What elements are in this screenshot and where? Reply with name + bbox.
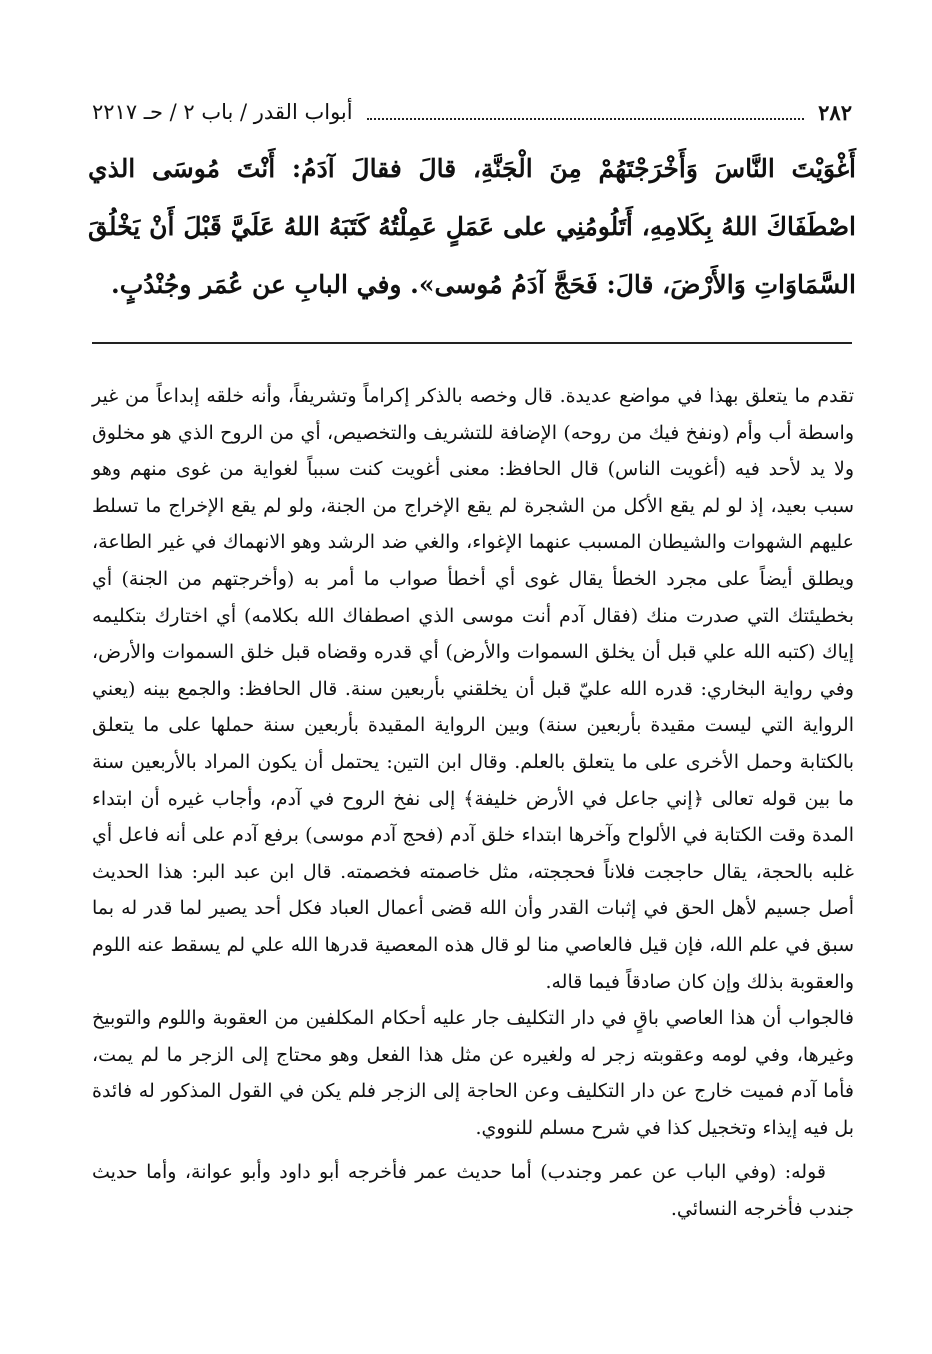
commentary-block — [92, 378, 854, 1228]
chapter-reference: أبواب القدر / باب ٢ / حـ ٢٢١٧ — [92, 100, 353, 124]
commentary-paragraph-2: فالجواب أن هذا العاصي باقٍ في دار التكليف جار عليه أحكام المكلفين من العقوبة واللوم والتوبيخ وغيرها، وفي لومه وعقوبته زجر له ولغيره عن مثل هذا الفعل وهو محتاج إلى الزجر ما لم يمت، فأما آدم فميت خارج عن دار التكليف وعن الحاجة إلى الزجر فلم يكن في القول المذكور له فائدة بل فيه إيذاء وتخجيل كذا في شرح مسلم للنووي. — [92, 1007, 854, 1139]
hadith-text-block — [88, 140, 856, 314]
commentary-paragraph-3: قوله: (وفي الباب عن عمر وجندب) أما حديث عمر فأخرجه أبو داود وأبو عوانة، وأما حديث جندب فأخرجه النسائي. — [92, 1161, 854, 1221]
header-dot-leader — [367, 104, 805, 120]
commentary-paragraph-1: تقدم ما يتعلق بهذا في مواضع عديدة. قال وخصه بالذكر إكراماً وتشريفاً، وأنه خلقه إبداعاً من غير واسطة أب وأم (ونفخ فيك من روحه) الإضافة للتشريف والتخصيص، أي من الروح الذي هو مخلوق ولا يد لأحد فيه (أغويت الناس) قال الحافظ: معنى أغويت كنت سبباً لغواية من غوى منهم وهو سبب بعيد، إذ لو لم يقع الأكل من الشجرة لم يقع الإخراج من الجنة، ولو لم يقع الإخراج ما تسلط عليهم الشهوات والشيطان المسبب عنهما الإغواء، والغي ضد الرشد وهو الانهماك في غير الطاعة، ويطلق أيضاً على مجرد الخطأ يقال غوى أي أخطأ صواب ما أمر به (وأخرجتهم من الجنة) أي بخطيئتك التي صدرت منك (فقال آدم أنت موسى الذي اصطفاك الله بكلامه) أي اختارك بتكليمه إياك (كتبه الله علي قبل أن يخلق السموات والأرض) أي قدره وقضاه قبل خلق السموات والأرض، وفي رواية البخاري: قدره الله عليّ قبل أن يخلقني بأربعين سنة. قال الحافظ: والجمع بينه (يعني الرواية التي ليست مقيدة بأربعين سنة) وبين الرواية المقيدة بأربعين سنة حملها على ما يتعلق بالكتابة وحمل الأخرى على ما يتعلق بالعلم. وقال ابن التين: يحتمل أن يكون المراد بالأربعين سنة ما بين قوله تعالى ﴿إني جاعل في الأرض خليفة﴾ إلى نفخ الروح في آدم، وأجاب غيره أن ابتداء المدة وقت الكتابة في الألواح وآخرها ابتداء خلق آدم (فحج آدم موسى) برفع آدم على أنه فاعل أي غلبه بالحجة، يقال حاججت فلاناً فحججته، مثل خاصمته فخصمته. قال ابن عبد البر: هذا الحديث أصل جسيم لأهل الحق في إثبات القدر وأن الله قضى أعمال العباد فكل أحد يصير لما قدر له بما سبق في علم الله، فإن قيل فالعاصي منا لو قال هذه المعصية قدرها الله علي لم يسقط عنه اللوم والعقوبة بذلك وإن كان صادقاً فيما قاله. — [92, 385, 854, 993]
footnote-divider — [92, 342, 852, 344]
running-header — [92, 92, 852, 132]
page-number: ٢٨٢ — [818, 99, 852, 125]
hadith-text: أَغْوَيْتَ النَّاسَ وَأَخْرَجْتَهُمْ مِنَ الْجَنَّةِ، قالَ فقالَ آدَمُ: أَنْتَ مُوسَى الذي اصْطَفَاكَ اللهُ بِكَلامِهِ، أَتَلُومُنِي على عَمَلٍ عَمِلْتُهُ كَتَبَهُ اللهُ عَلَيَّ قَبْلَ أَنْ يَخْلُقَ السَّمَاوَاتِ وَالأَرْضَ، قالَ: فَحَجَّ آدَمُ مُوسى». وفي البابِ عن عُمَر وجُنْدُبٍ. — [88, 154, 856, 299]
